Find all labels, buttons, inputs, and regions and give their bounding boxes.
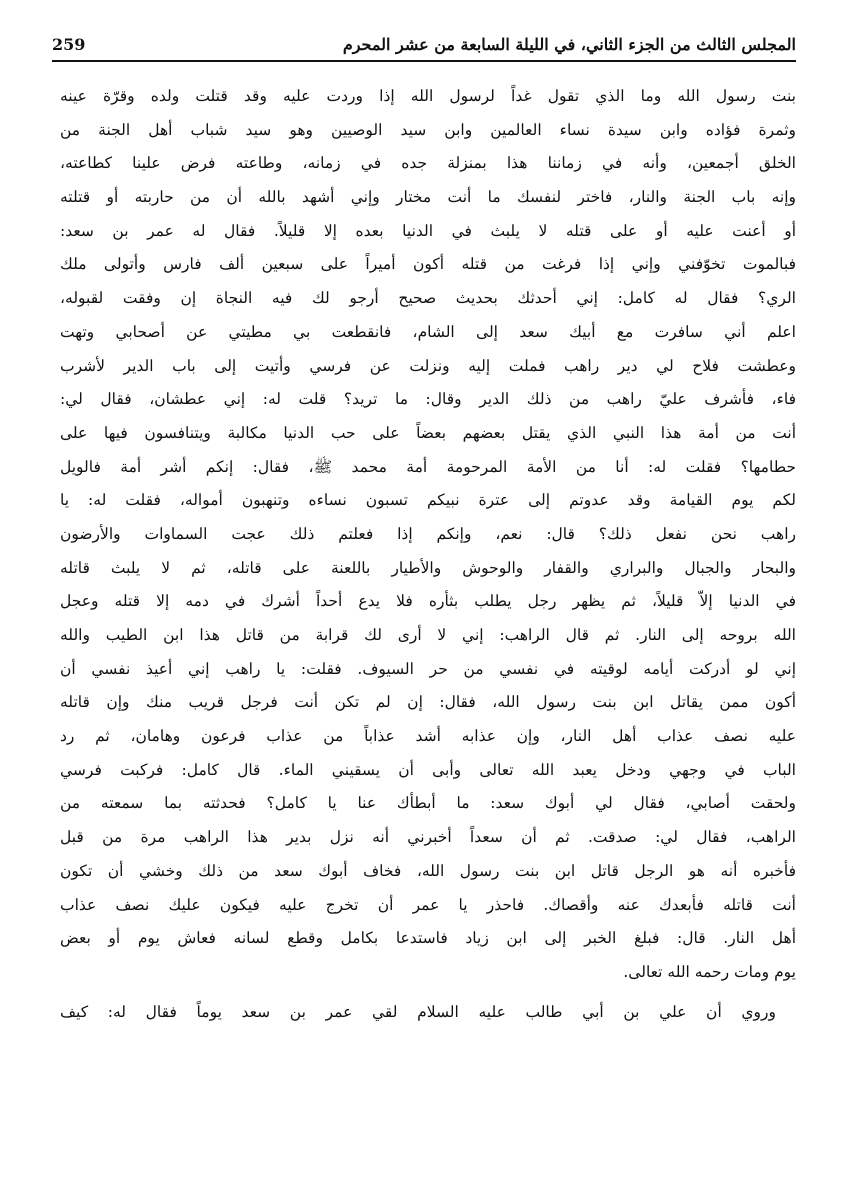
running-header [52, 30, 796, 62]
text-line: أنت قاتله فأبعدك عنه وأقصاك. فاحذر يا عمر أن تخرج عليه فيكون عليك نصف عذاب [60, 895, 796, 914]
text-line: الري؟ فقال له كامل: إني أحدثك بحديث صحيح أرجو لك فيه النجاة إن وفقت لقبوله، [60, 289, 796, 308]
text-line: بنت رسول الله وما الذي تقول غداً لرسول الله إذا وردت عليه وقد قتلت ولده وقرّة عينه [60, 87, 796, 105]
text-line-paragraph-end: يوم ومات رحمه الله تعالى. [623, 962, 796, 981]
body-text [60, 80, 796, 1029]
text-line: راهب نحن نفعل ذلك؟ قال: نعم، وإنكم إذا فعلتم ذلك عجت السماوات والأرضون [60, 524, 796, 543]
text-line: إني لو أدركت أيامه لوقيته في نفسي من حر السيوف. فقلت: يا راهب إني أعيذ نفسي أن [60, 659, 796, 678]
text-line: فبالموت تخوّفني وإني إذا فرغت من قتله أكون أميراً على سبعين ألف فارس وأتولى ملك [60, 255, 796, 274]
text-line: وعطشت فلاح لي دير راهب فملت إليه ونزلت عن فرسي وأتيت إلى باب الدير لأشرب [60, 356, 796, 375]
text-line: الباب في وجهي ودخل يعبد الله تعالى وأبى أن يسقيني الماء. قال كامل: فركبت فرسي [60, 760, 796, 779]
text-line: حطامها؟ فقلت له: أنا من الأمة المرحومة أمة محمد ﷺ، فقال: إنكم أشر أمة فالويل [60, 457, 796, 476]
text-line: أو أعنت عليه أو على قتله لا يلبث في الدنيا بعده إلا قليلاً. فقال له عمر بن سعد: [60, 221, 796, 240]
chapter-title: المجلس الثالث من الجزء الثاني، في الليلة السابعة من عشر المحرم [342, 35, 796, 54]
text-line: والبحار والجبال والبراري والقفار والوحوش والأطيار باللعنة على قاتله، ثم لا يلبث قاتله [60, 558, 796, 577]
text-line: ولحقت أصابي، فقال لي أبوك سعد: ما أبطأك عنا يا كامل؟ فحدثته بما سمعته من [60, 794, 796, 813]
text-line: وثمرة فؤاده وابن سيدة نساء العالمين وابن سيد الوصيين وهو سيد شباب أهل الجنة من [60, 120, 796, 139]
text-line: أهل النار. قال: فبلغ الخبر إلى ابن زياد فاستدعا بكامل وقطع لسانه فعاش يوم أو بعض [60, 929, 796, 948]
text-line: في الدنيا إلاّ قليلاً، ثم يظهر رجل يطلب بثأره فلا يدع أحداً أشرك في دمه إلا قتله وعجل [60, 592, 796, 611]
text-line: الراهب، فقال لي: صدقت. ثم أن سعداً أخبرني أنه نزل بدير هذا الراهب مرة من قبل [60, 828, 796, 847]
text-line: الخلق أجمعين، وأنه في زماننا هذا بمنزلة جده في زمانه، وطاعته فرض علينا كطاعته، [60, 154, 796, 173]
text-line: فأخبره أنه هو الرجل قاتل ابن بنت رسول الله، فخاف أبوك سعد من ذلك وخشي أن تكون [60, 861, 796, 880]
text-line-new-paragraph: وروي أن علي بن أبي طالب عليه السلام لقي عمر بن سعد يوماً فقال له: كيف [60, 1002, 776, 1021]
text-line: عليه نصف عذاب أهل النار، وإن عذابه أشد عذاباً من عذاب فرعون وهامان، ثم رد [60, 727, 796, 746]
text-line: لكم يوم القيامة وقد عدوتم إلى عترة نبيكم تسبون نساءه وتنهبون أمواله، فقلت له: يا [60, 491, 796, 510]
text-line: أكون ممن يقاتل ابن بنت رسول الله، فقال: إن لم تكن أنت فرجل قريب منك وإن قاتله [60, 693, 796, 712]
text-line: أنت من أمة هذا النبي الذي يقتل بعضهم بعضاً على حب الدنيا مكالبة ويتنافسون فيها على [60, 423, 796, 442]
text-line: الله بروحه إلى النار. ثم قال الراهب: إني لا أرى لك قرابة من قاتل هذا ابن الطيب والله [60, 626, 796, 644]
text-line: فاء، فأشرف عليّ راهب من ذلك الدير وقال: ما تريد؟ قلت له: إني عطشان، فقال لي: [60, 390, 796, 409]
text-line: وإنه باب الجنة والنار، فاختر لنفسك ما أنت مختار وإني أشهد بالله أن من حاربته أو قتلته [60, 188, 796, 207]
page-number: 259 [52, 35, 86, 54]
text-line: اعلم أني سافرت مع أبيك سعد إلى الشام، فانقطعت بي مطيتي عن أصحابي وتهت [60, 322, 796, 341]
